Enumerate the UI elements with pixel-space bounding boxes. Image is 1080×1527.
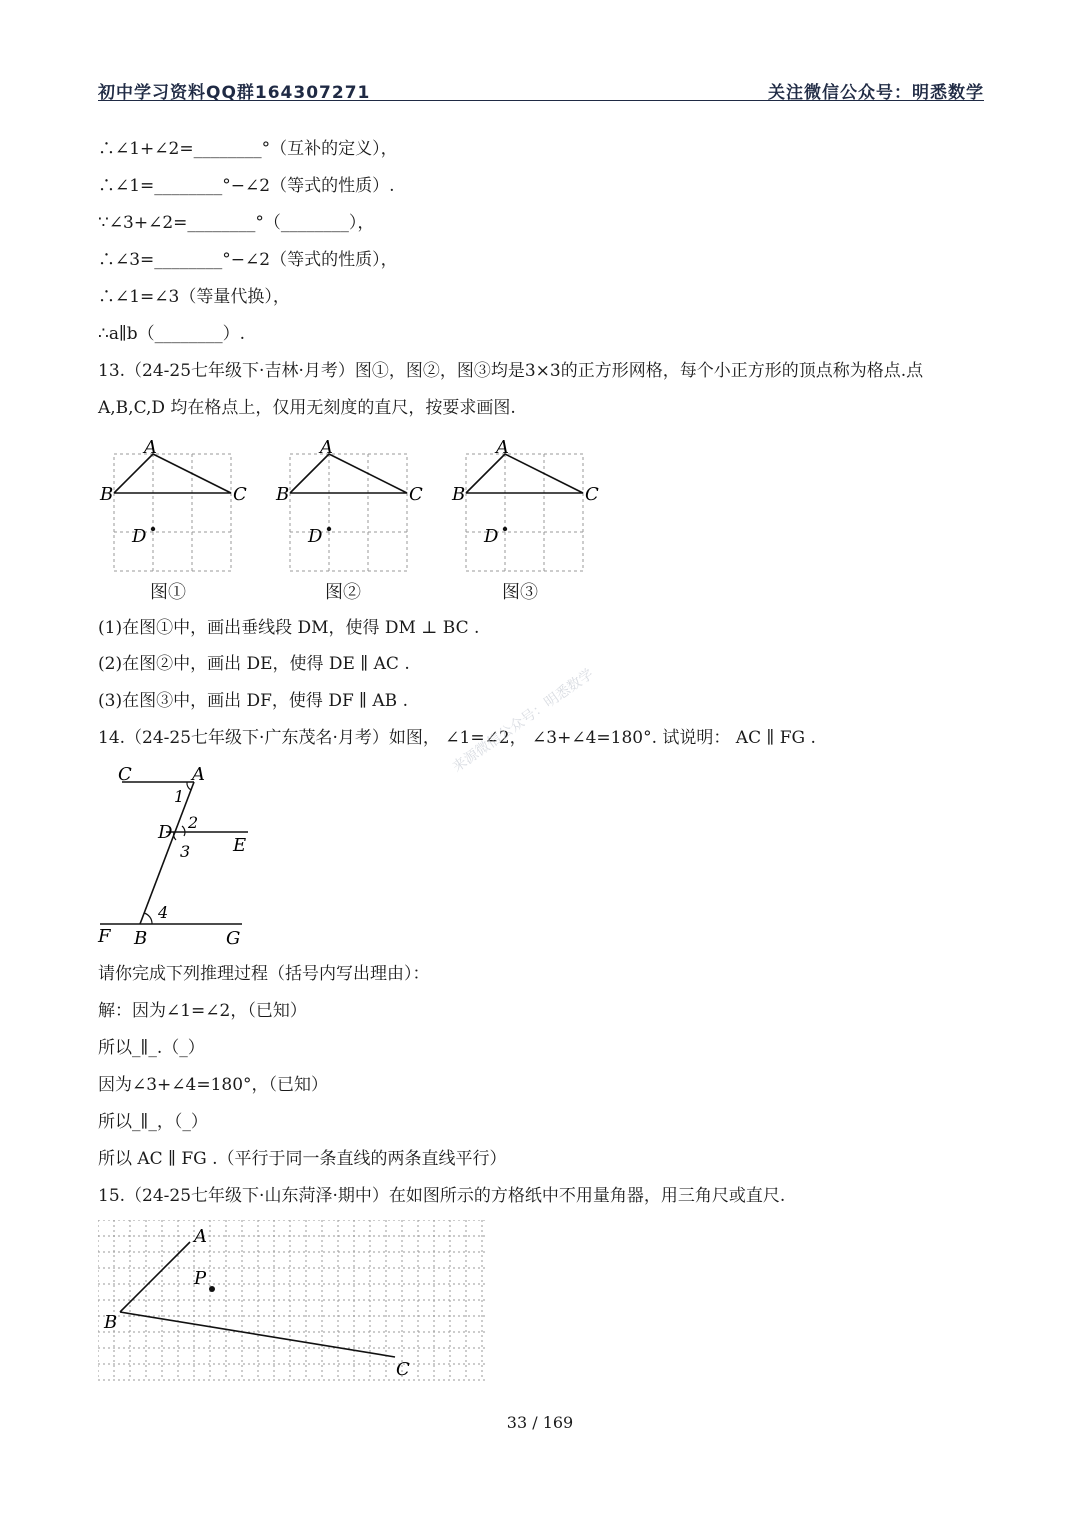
q14-step-4: 所以_∥_，（_） <box>98 1112 208 1132</box>
label-a: A <box>496 437 509 458</box>
angle-1-arc <box>187 782 191 790</box>
q13-stem-2: A,B,C,D 均在格点上，仅用无刻度的直尺，按要求画图. <box>98 398 516 418</box>
q14-step-3: 因为∠3+∠4=180°，（已知） <box>98 1075 329 1095</box>
q15-stem: 15.（24-25七年级下·山东菏泽·期中）在如图所示的方格纸中不用量角器，用三角尺或直尺. <box>98 1186 786 1206</box>
proof-line-1: ∴∠1+∠2=________°（互补的定义）， <box>98 139 398 159</box>
label-3: 3 <box>180 842 191 861</box>
q13-stem-1: 13.（24-25七年级下·吉林·月考）图①，图②，图③均是3×3的正方形网格，每个小正方形的顶点称为格点.点 <box>98 361 924 381</box>
point-d <box>151 527 155 531</box>
q13-part-3: (3)在图③中，画出 DF，使得 DF ∥ AB . <box>98 691 408 711</box>
proof-line-6: ∴a∥b（________）. <box>98 324 246 344</box>
grid-figure-2 <box>275 437 423 571</box>
point-d <box>327 527 331 531</box>
label-c: C <box>118 764 132 785</box>
label-a: A <box>320 437 333 458</box>
label-2: 2 <box>188 813 199 832</box>
label-a: A <box>194 1226 207 1247</box>
label-p: P <box>194 1268 207 1289</box>
label-b: B <box>100 484 114 505</box>
header-left: 初中学习资料QQ群164307271 <box>98 83 371 103</box>
proof-line-3: ∵∠3+∠2=________°（________）， <box>98 213 375 233</box>
q15-grid <box>98 1220 486 1380</box>
label-g: G <box>226 928 241 949</box>
header-rule <box>98 100 984 101</box>
label-c: C <box>585 484 599 505</box>
caption-fig-1: 图① <box>150 582 186 603</box>
label-c: C <box>409 484 423 505</box>
proof-line-4: ∴∠3=________°−∠2（等式的性质）， <box>98 250 398 270</box>
label-d: D <box>158 822 173 843</box>
label-f: F <box>98 926 111 947</box>
label-c: C <box>233 484 247 505</box>
triangle-abc <box>290 454 407 493</box>
q13-part-1: (1)在图①中，画出垂线段 DM，使得 DM ⊥ BC . <box>98 618 480 638</box>
grid-figure-1 <box>99 437 247 571</box>
label-d: D <box>484 526 499 547</box>
caption-fig-3: 图③ <box>502 582 538 603</box>
q13-figures <box>96 432 616 582</box>
header-right: 关注微信公众号：明悉数学 <box>768 83 984 103</box>
angle-2-arc <box>182 826 185 836</box>
q14-step-1: 解：因为∠1=∠2，（已知） <box>98 1001 307 1021</box>
q14-stem: 14.（24-25七年级下·广东茂名·月考）如图， ∠1=∠2， ∠3+∠4=180°. 试说明： AC ∥ FG . <box>98 728 816 748</box>
label-d: D <box>132 526 147 547</box>
label-b: B <box>104 1312 118 1333</box>
label-b: B <box>452 484 466 505</box>
watermark: 来源微信公众号：明悉数学 <box>449 666 597 776</box>
q14-figure <box>96 760 266 950</box>
label-1: 1 <box>174 787 185 806</box>
page-number: 33 / 169 <box>506 1413 574 1432</box>
label-b: B <box>276 484 290 505</box>
label-c: C <box>396 1359 410 1380</box>
q14-step-2: 所以_∥_.（_） <box>98 1038 205 1058</box>
angle-4-arc <box>144 913 152 924</box>
q14-step-5: 所以 AC ∥ FG .（平行于同一条直线的两条直线平行） <box>98 1149 507 1169</box>
label-e: E <box>233 835 247 856</box>
triangle-abc <box>466 454 583 493</box>
label-d: D <box>308 526 323 547</box>
proof-line-2: ∴∠1=________°−∠2（等式的性质）. <box>98 176 395 196</box>
triangle-abc <box>114 454 231 493</box>
caption-fig-2: 图② <box>325 582 361 603</box>
grid-figure-3 <box>451 437 599 571</box>
q15-figure <box>98 1220 490 1382</box>
proof-line-5: ∴∠1=∠3（等量代换）， <box>98 287 290 307</box>
q14-instruction: 请你完成下列推理过程（括号内写出理由）： <box>98 964 430 984</box>
q13-part-2: (2)在图②中，画出 DE，使得 DE ∥ AC . <box>98 654 410 674</box>
point-p <box>209 1286 215 1292</box>
point-d <box>503 527 507 531</box>
label-b: B <box>134 928 148 949</box>
label-a: A <box>144 437 157 458</box>
label-a: A <box>192 764 205 785</box>
label-4: 4 <box>158 903 169 922</box>
